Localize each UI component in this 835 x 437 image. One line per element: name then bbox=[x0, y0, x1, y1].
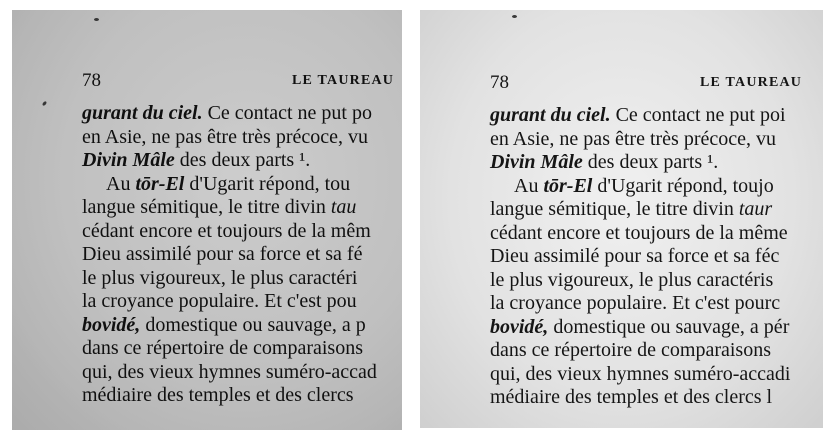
running-head: LE TAUREAU bbox=[700, 75, 803, 90]
text-line: Dieu assimilé pour sa force et sa féc bbox=[490, 245, 780, 267]
text-line: dans ce répertoire de comparaisons bbox=[82, 337, 363, 359]
text-line: langue sémitique, le titre divin taur bbox=[490, 198, 773, 220]
paper-speck bbox=[94, 18, 99, 21]
scanned-page bbox=[82, 70, 402, 408]
text-line: gurant du ciel. Ce contact ne put po bbox=[82, 102, 372, 124]
running-head: LE TAUREAU bbox=[292, 73, 395, 88]
text-line: médiaire des temples et des clercs bbox=[82, 384, 354, 406]
paper-speck bbox=[42, 101, 48, 107]
scanned-page bbox=[490, 72, 823, 410]
text-line: la croyance populaire. Et c'est pou bbox=[82, 290, 357, 312]
text-line: la croyance populaire. Et c'est pourc bbox=[490, 292, 781, 314]
page-number: 78 bbox=[82, 70, 101, 91]
text-line: Divin Mâle des deux parts ¹. bbox=[82, 149, 311, 171]
text-line: qui, des vieux hymnes suméro-accad bbox=[82, 360, 377, 383]
text-line: Dieu assimilé pour sa force et sa fé bbox=[82, 243, 363, 265]
text-line: cédant encore et toujours de la même bbox=[490, 221, 788, 244]
paper-speck bbox=[512, 15, 517, 18]
text-line: gurant du ciel. Ce contact ne put poi bbox=[490, 104, 786, 126]
text-line: Divin Mâle des deux parts ¹. bbox=[490, 151, 719, 173]
page-number: 78 bbox=[490, 72, 509, 93]
text-line: bovidé, domestique ou sauvage, a p bbox=[82, 313, 366, 336]
left-scan-panel bbox=[12, 10, 402, 430]
text-line: le plus vigoureux, le plus caractéris bbox=[490, 268, 774, 291]
text-line: Au tōr-El d'Ugarit répond, tou bbox=[106, 172, 351, 195]
text-line: le plus vigoureux, le plus caractéri bbox=[82, 266, 358, 289]
text-line: Au tōr-El d'Ugarit répond, toujo bbox=[514, 174, 774, 197]
text-line: en Asie, ne pas être très précoce, vu bbox=[82, 125, 368, 148]
right-scan-panel bbox=[420, 10, 823, 428]
text-line: médiaire des temples et des clercs l bbox=[490, 386, 773, 408]
page-header bbox=[490, 72, 823, 94]
text-line: bovidé, domestique ou sauvage, a pér bbox=[490, 315, 790, 338]
text-line: dans ce répertoire de comparaisons bbox=[490, 339, 771, 361]
text-line: langue sémitique, le titre divin tau bbox=[82, 196, 357, 218]
text-line: qui, des vieux hymnes suméro-accadi bbox=[490, 362, 791, 385]
text-line: cédant encore et toujours de la mêm bbox=[82, 219, 371, 242]
page-header bbox=[82, 70, 402, 92]
text-line: en Asie, ne pas être très précoce, vu bbox=[490, 127, 776, 150]
